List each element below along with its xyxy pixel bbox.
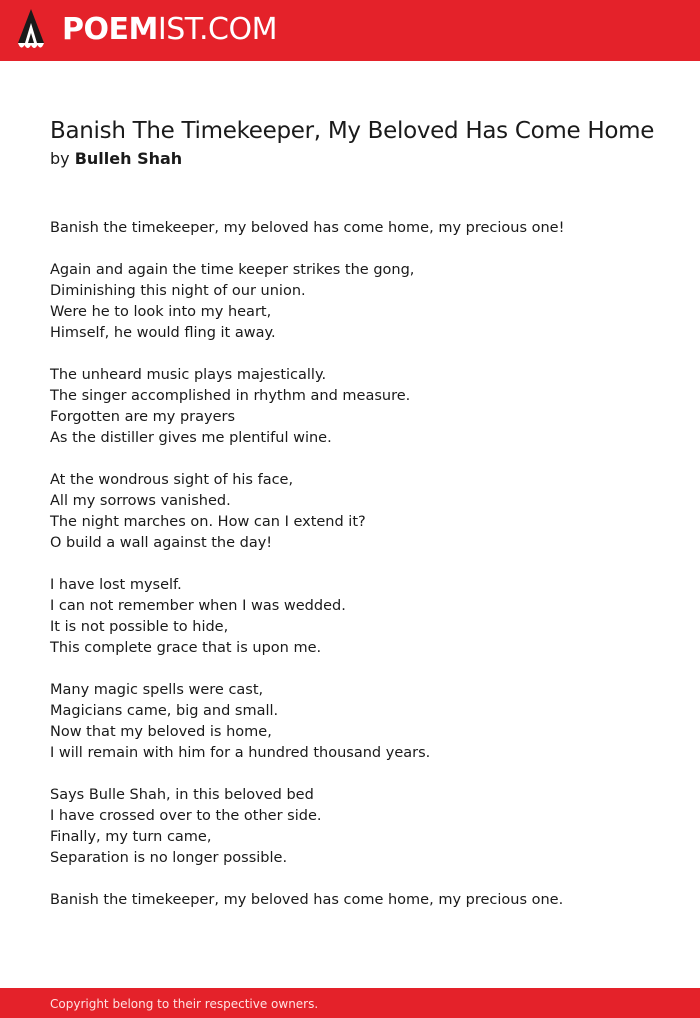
poem-line: As the distiller gives me plentiful wine. [50,430,332,446]
poem-line: Himself, he would fling it away. [50,325,276,341]
poem-stanza [50,218,660,239]
poem-line: At the wondrous sight of his face, [50,472,294,488]
poem-body [50,218,660,932]
poem-line: It is not possible to hide, [50,619,229,635]
poem-line: Finally, my turn came, [50,829,212,845]
poem-stanza [50,260,660,344]
poem-line: This complete grace that is upon me. [50,640,322,656]
poem-line: The unheard music plays majestically. [50,367,327,383]
logo-text-light: IST.COM [157,12,277,47]
pencil-tip-icon[interactable] [18,9,44,51]
poem-line: I have crossed over to the other side. [50,808,322,824]
poem-line: Now that my beloved is home, [50,724,272,740]
author-name[interactable]: Bulleh Shah [74,149,183,168]
poem-line: Diminishing this night of our union. [50,283,306,299]
poem-line: Were he to look into my heart, [50,304,272,320]
poem-line: The singer accomplished in rhythm and measure. [50,388,411,404]
poem-line: I will remain with him for a hundred thousand years. [50,745,431,761]
poem-line: Forgotten are my prayers [50,409,236,425]
poem-stanza [50,890,660,911]
poem-stanza [50,365,660,449]
poem-line: The night marches on. How can I extend it? [50,514,366,530]
poem-line: Magicians came, big and small. [50,703,279,719]
logo-text-bold: POEM [62,12,158,47]
poem-line: Many magic spells were cast, [50,682,264,698]
poem-byline [50,148,182,170]
poem-stanza [50,680,660,764]
poem-stanza [50,470,660,554]
site-header [0,0,700,61]
poem-line: All my sorrows vanished. [50,493,231,509]
poem-line: Separation is no longer possible. [50,850,288,866]
poem-stanza [50,785,660,869]
copyright-notice: Copyright belong to their respective owners. [50,997,319,1011]
poem-stanza [50,575,660,659]
poem-line: Again and again the time keeper strikes the gong, [50,262,415,278]
poem-line: O build a wall against the day! [50,535,273,551]
poem-line: Says Bulle Shah, in this beloved bed [50,787,314,803]
byline-prefix: by [50,149,70,168]
site-logo[interactable] [62,10,277,50]
poem-line: Banish the timekeeper, my beloved has come home, my precious one! [50,220,565,236]
poem-title: Banish The Timekeeper, My Beloved Has Come Home [50,118,655,144]
poem-line: I have lost myself. [50,577,182,593]
site-footer [0,988,700,1018]
poem-line: I can not remember when I was wedded. [50,598,346,614]
poem-line: Banish the timekeeper, my beloved has come home, my precious one. [50,892,564,908]
